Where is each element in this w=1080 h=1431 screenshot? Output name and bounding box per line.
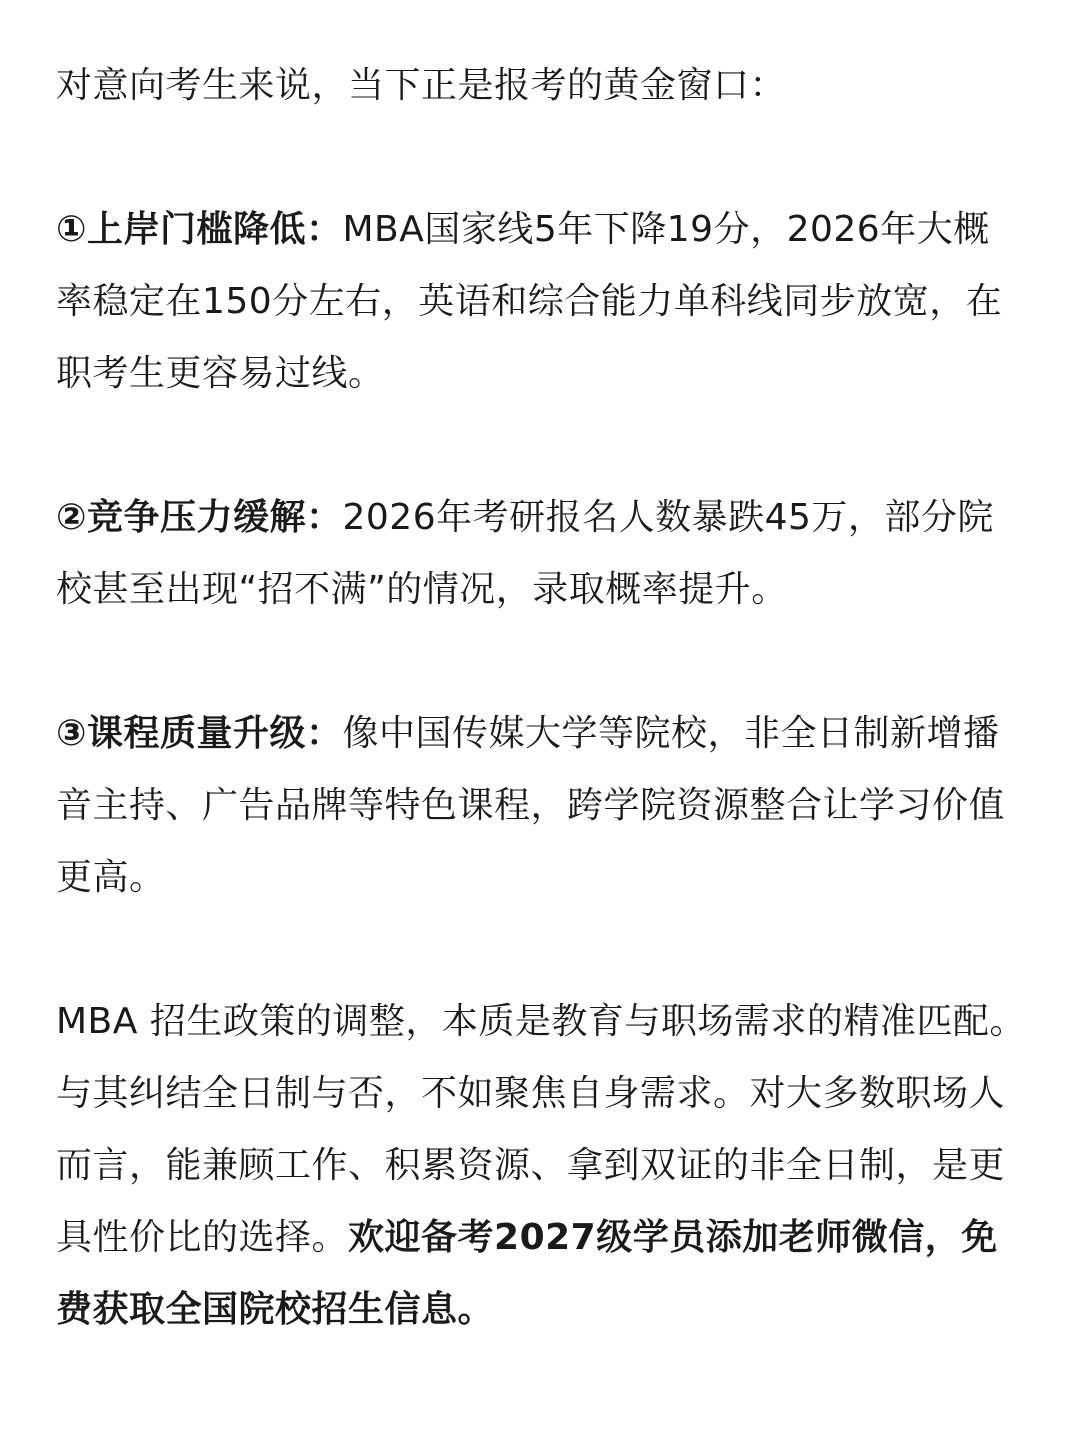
point-3-paragraph [56,698,1026,914]
point-3-body: 像中国传媒大学等院校，非全日制新增播音主持、广告品牌等特色课程，跨学院资源整合让学习价值更高。 [56,713,1006,898]
point-2-body: 2026年考研报名人数暴跌45万，部分院校甚至出现“招不满”的情况，录取概率提升。 [56,497,994,610]
point-1-body: MBA国家线5年下降19分，2026年大概率稳定在150分左右，英语和综合能力单科线同步放宽，在职考生更容易过线。 [56,209,1003,394]
article-body [56,50,1026,1346]
intro-text: 对意向考生来说，当下正是报考的黄金窗口： [56,65,787,106]
conclusion-body: MBA 招生政策的调整，本质是教育与职场需求的精准匹配。与其纠结全日制与否，不如聚焦自身需求。对大多数职场人而言，能兼顾工作、积累资源、拿到双证的非全日制，是更具性价比的选择。 [56,1001,1026,1258]
conclusion-paragraph [56,986,1026,1346]
paragraph-spacer [56,626,1026,698]
paragraph-spacer [56,122,1026,194]
point-1-paragraph [56,194,1026,410]
point-1-heading: ①上岸门槛降低： [56,209,343,250]
paragraph-spacer [56,914,1026,986]
point-3-heading: ③课程质量升级： [56,713,343,754]
intro-paragraph [56,50,1026,122]
point-2-heading: ②竞争压力缓解： [56,497,343,538]
paragraph-spacer [56,410,1026,482]
call-to-action: 欢迎备考2027级学员添加老师微信，免费获取全国院校招生信息。 [56,1217,998,1330]
point-2-paragraph [56,482,1026,626]
